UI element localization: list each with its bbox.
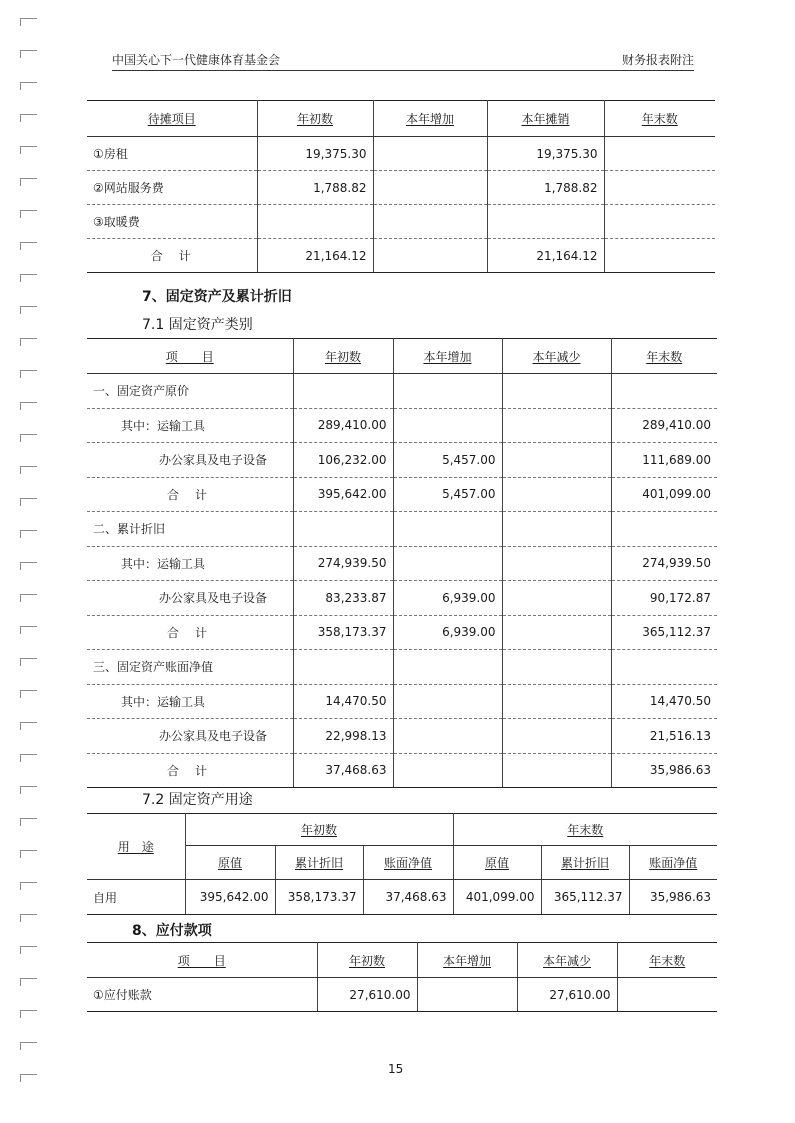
cell-value: 365,112.37 [611,615,717,650]
table-row [87,408,717,443]
cell-value [293,512,393,547]
col-header: 原值 [453,846,541,880]
cell-value [502,512,611,547]
ring [20,562,37,570]
cell-value [293,374,393,409]
ring [20,658,37,666]
cell-value: 289,410.00 [611,408,717,443]
table-row [87,581,717,616]
table-row-total [87,615,717,650]
cell-value [502,719,611,754]
cell-value [393,512,502,547]
cell-value [417,978,517,1012]
cell-value [502,684,611,719]
cell-value: 19,375.30 [257,137,373,171]
ring [20,306,37,314]
cell-item: 三、固定资产账面净值 [87,650,293,685]
cell-value [604,205,715,239]
ring [20,18,37,26]
prepaid-expense-table [87,100,715,273]
cell-value: 274,939.50 [611,546,717,581]
cell-value: 365,112.37 [541,880,629,915]
cell-value: 19,375.30 [487,137,604,171]
cell-value: 401,099.00 [611,477,717,512]
col-header: 年初数 [257,101,373,137]
col-header: 项 目 [87,339,293,374]
cell-value: 395,642.00 [293,477,393,512]
table-row [87,374,717,409]
ring [20,690,37,698]
table-row [87,546,717,581]
cell-value: 5,457.00 [393,443,502,478]
cell-item: 办公家具及电子设备 [87,719,293,754]
cell-value: 27,610.00 [517,978,617,1012]
col-header: 本年增加 [373,101,487,137]
cell-value: 83,233.87 [293,581,393,616]
cell-value [502,408,611,443]
ring [20,818,37,826]
col-header: 累计折旧 [541,846,629,880]
table-row [87,650,717,685]
ring [20,594,37,602]
ring [20,210,37,218]
section-7-2-title: 7.2 固定资产用途 [142,792,253,808]
cell-value [393,719,502,754]
cell-value: 14,470.50 [293,684,393,719]
cell-item: 二、累计折旧 [87,512,293,547]
ring [20,786,37,794]
page-header [112,48,694,71]
cell-value: 6,939.00 [393,615,502,650]
cell-item: 办公家具及电子设备 [87,581,293,616]
fixed-asset-category-table [87,338,717,788]
ring [20,242,37,250]
col-header: 累计折旧 [275,846,363,880]
cell-item: 合 计 [87,615,293,650]
cell-value [257,205,373,239]
col-group-begin: 年初数 [185,814,453,846]
cell-value [611,650,717,685]
col-header: 项 目 [87,943,317,978]
table-row [87,171,715,205]
doc-title: 财务报表附注 [621,53,694,67]
ring [20,1042,37,1050]
cell-value: 37,468.63 [363,880,453,915]
cell-value: 27,610.00 [317,978,417,1012]
cell-value: 37,468.63 [293,753,393,788]
ring [20,882,37,890]
cell-item: ③取暖费 [87,205,257,239]
ring [20,370,37,378]
cell-value [611,512,717,547]
ring [20,1010,37,1018]
cell-value [393,753,502,788]
cell-item: 其中：运输工具 [87,684,293,719]
cell-value: 14,470.50 [611,684,717,719]
ring [20,146,37,154]
cell-value [393,408,502,443]
ring [20,754,37,762]
col-header: 年初数 [293,339,393,374]
cell-item: 其中：运输工具 [87,408,293,443]
col-header: 本年减少 [517,943,617,978]
cell-value [502,546,611,581]
cell-value [373,137,487,171]
cell-value [373,171,487,205]
cell-item: ①房租 [87,137,257,171]
cell-value [502,477,611,512]
org-name: 中国关心下一代健康体育基金会 [112,53,281,67]
cell-value: 21,164.12 [257,239,373,273]
col-header: 原值 [185,846,275,880]
col-header: 账面净值 [363,846,453,880]
table-row [87,719,717,754]
table-row [87,978,717,1012]
table-row-total [87,239,715,273]
cell-item: ①应付账款 [87,978,317,1012]
table-row [87,443,717,478]
col-header: 本年摊销 [487,101,604,137]
table-header [87,339,717,374]
col-header: 账面净值 [629,846,717,880]
cell-item: 合 计 [87,239,257,273]
table-row-total [87,477,717,512]
fixed-asset-usage-table [87,813,717,915]
cell-item: ②网站服务费 [87,171,257,205]
col-header-use: 用 途 [87,814,185,880]
ring [20,626,37,634]
cell-value: 395,642.00 [185,880,275,915]
section-8-title: 8、应付款项 [132,923,212,939]
payables-table [87,942,717,1012]
cell-value [502,650,611,685]
cell-value: 6,939.00 [393,581,502,616]
table-header [87,943,717,978]
cell-value [502,374,611,409]
cell-value [293,650,393,685]
cell-value: 21,164.12 [487,239,604,273]
ring [20,434,37,442]
cell-item: 其中：运输工具 [87,546,293,581]
ring [20,402,37,410]
table-row [87,880,717,915]
col-header: 年末数 [604,101,715,137]
col-group-end: 年末数 [453,814,717,846]
table-row [87,137,715,171]
ring [20,946,37,954]
cell-value: 289,410.00 [293,408,393,443]
cell-value [604,171,715,205]
cell-value [502,753,611,788]
cell-item: 办公家具及电子设备 [87,443,293,478]
cell-value [393,684,502,719]
ring [20,50,37,58]
cell-value: 90,172.87 [611,581,717,616]
table-row-total [87,753,717,788]
cell-value: 111,689.00 [611,443,717,478]
ring [20,114,37,122]
section-7-title: 7、固定资产及累计折旧 [142,289,292,305]
cell-value [373,205,487,239]
cell-value: 35,986.63 [611,753,717,788]
cell-value: 106,232.00 [293,443,393,478]
cell-value [617,978,717,1012]
table-header [87,101,715,137]
cell-value [502,443,611,478]
cell-item: 一、固定资产原价 [87,374,293,409]
binding-rings [8,10,32,1110]
ring [20,914,37,922]
ring [20,466,37,474]
cell-value: 401,099.00 [453,880,541,915]
ring [20,274,37,282]
table-header-group [87,814,717,846]
cell-value: 1,788.82 [487,171,604,205]
ring [20,498,37,506]
ring [20,1074,37,1082]
col-header: 年末数 [611,339,717,374]
col-header: 本年增加 [417,943,517,978]
cell-item: 合 计 [87,753,293,788]
cell-value [393,546,502,581]
cell-value [502,615,611,650]
cell-value: 21,516.13 [611,719,717,754]
cell-value: 358,173.37 [293,615,393,650]
ring [20,530,37,538]
cell-value: 274,939.50 [293,546,393,581]
col-header: 本年减少 [502,339,611,374]
cell-value: 22,998.13 [293,719,393,754]
cell-item: 自用 [87,880,185,915]
col-header: 本年增加 [393,339,502,374]
cell-value [604,239,715,273]
table-row [87,512,717,547]
cell-value [502,581,611,616]
table-row [87,205,715,239]
cell-value: 35,986.63 [629,880,717,915]
table-row [87,684,717,719]
page-number: 15 [388,1062,404,1076]
cell-value: 1,788.82 [257,171,373,205]
ring [20,338,37,346]
col-header: 年末数 [617,943,717,978]
ring [20,82,37,90]
cell-item: 合 计 [87,477,293,512]
col-header: 年初数 [317,943,417,978]
cell-value [487,205,604,239]
section-7-1-title: 7.1 固定资产类别 [142,317,253,333]
cell-value [604,137,715,171]
ring [20,178,37,186]
ring [20,722,37,730]
ring [20,978,37,986]
col-header: 待摊项目 [87,101,257,137]
cell-value [373,239,487,273]
cell-value: 5,457.00 [393,477,502,512]
cell-value [393,374,502,409]
ring [20,850,37,858]
cell-value [393,650,502,685]
cell-value [611,374,717,409]
cell-value: 358,173.37 [275,880,363,915]
